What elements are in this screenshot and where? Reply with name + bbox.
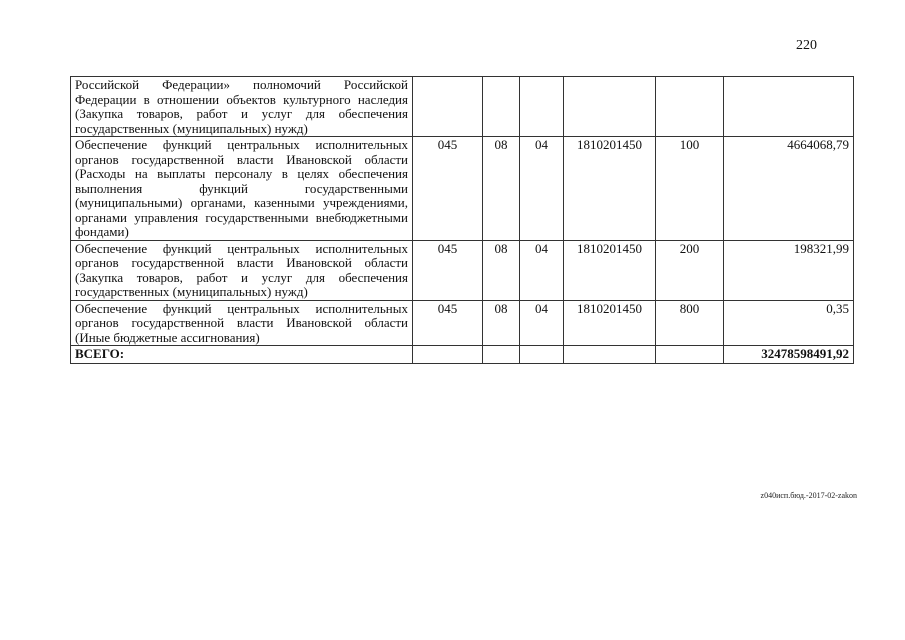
row-description: Обеспечение функций центральных исполнительных органов государственной власти Ивановской области (Закупка товаров, работ и услуг для обеспечения государственных (муниципальных) нужд)	[71, 240, 413, 300]
empty-cell	[413, 346, 483, 364]
subsection-code: 04	[520, 300, 564, 346]
row-description: Обеспечение функций центральных исполнительных органов государственной власти Ивановской области (Расходы на выплаты персоналу в целях обеспечения выполнения функций государственными (муниципальными) органами, казенными учреждениями, органами управления государственными внебюджетными фондами)	[71, 137, 413, 241]
table-row	[71, 77, 854, 137]
amount-cell: 198321,99	[724, 240, 854, 300]
budget-table	[70, 76, 854, 364]
subsection-code: 04	[520, 240, 564, 300]
target-article-code: 1810201450	[564, 240, 656, 300]
empty-cell	[483, 346, 520, 364]
table-row	[71, 300, 854, 346]
amount-cell: 4664068,79	[724, 137, 854, 241]
target-article-code: 1810201450	[564, 137, 656, 241]
table-row	[71, 240, 854, 300]
table-row	[71, 137, 854, 241]
empty-cell	[564, 346, 656, 364]
section-code: 08	[483, 240, 520, 300]
ministry-code	[413, 77, 483, 137]
ministry-code: 045	[413, 300, 483, 346]
amount-cell	[724, 77, 854, 137]
empty-cell	[656, 346, 724, 364]
target-article-code	[564, 77, 656, 137]
section-code: 08	[483, 300, 520, 346]
total-amount: 32478598491,92	[724, 346, 854, 364]
ministry-code: 045	[413, 240, 483, 300]
expense-type-code: 800	[656, 300, 724, 346]
page-number: 220	[796, 38, 817, 53]
amount-cell: 0,35	[724, 300, 854, 346]
subsection-code: 04	[520, 137, 564, 241]
total-row	[71, 346, 854, 364]
expense-type-code	[656, 77, 724, 137]
total-label: ВСЕГО:	[71, 346, 413, 364]
ministry-code: 045	[413, 137, 483, 241]
section-code	[483, 77, 520, 137]
row-description: Российской Федерации» полномочий Российской Федерации в отношении объектов культурного наследия (Закупка товаров, работ и услуг для обеспечения государственных (муниципальных) нужд)	[71, 77, 413, 137]
row-description: Обеспечение функций центральных исполнительных органов государственной власти Ивановской области (Иные бюджетные ассигнования)	[71, 300, 413, 346]
section-code: 08	[483, 137, 520, 241]
empty-cell	[520, 346, 564, 364]
expense-type-code: 200	[656, 240, 724, 300]
target-article-code: 1810201450	[564, 300, 656, 346]
subsection-code	[520, 77, 564, 137]
document-footer-code: z040исп.бюд.-2017-02-zakon	[760, 491, 857, 500]
expense-type-code: 100	[656, 137, 724, 241]
